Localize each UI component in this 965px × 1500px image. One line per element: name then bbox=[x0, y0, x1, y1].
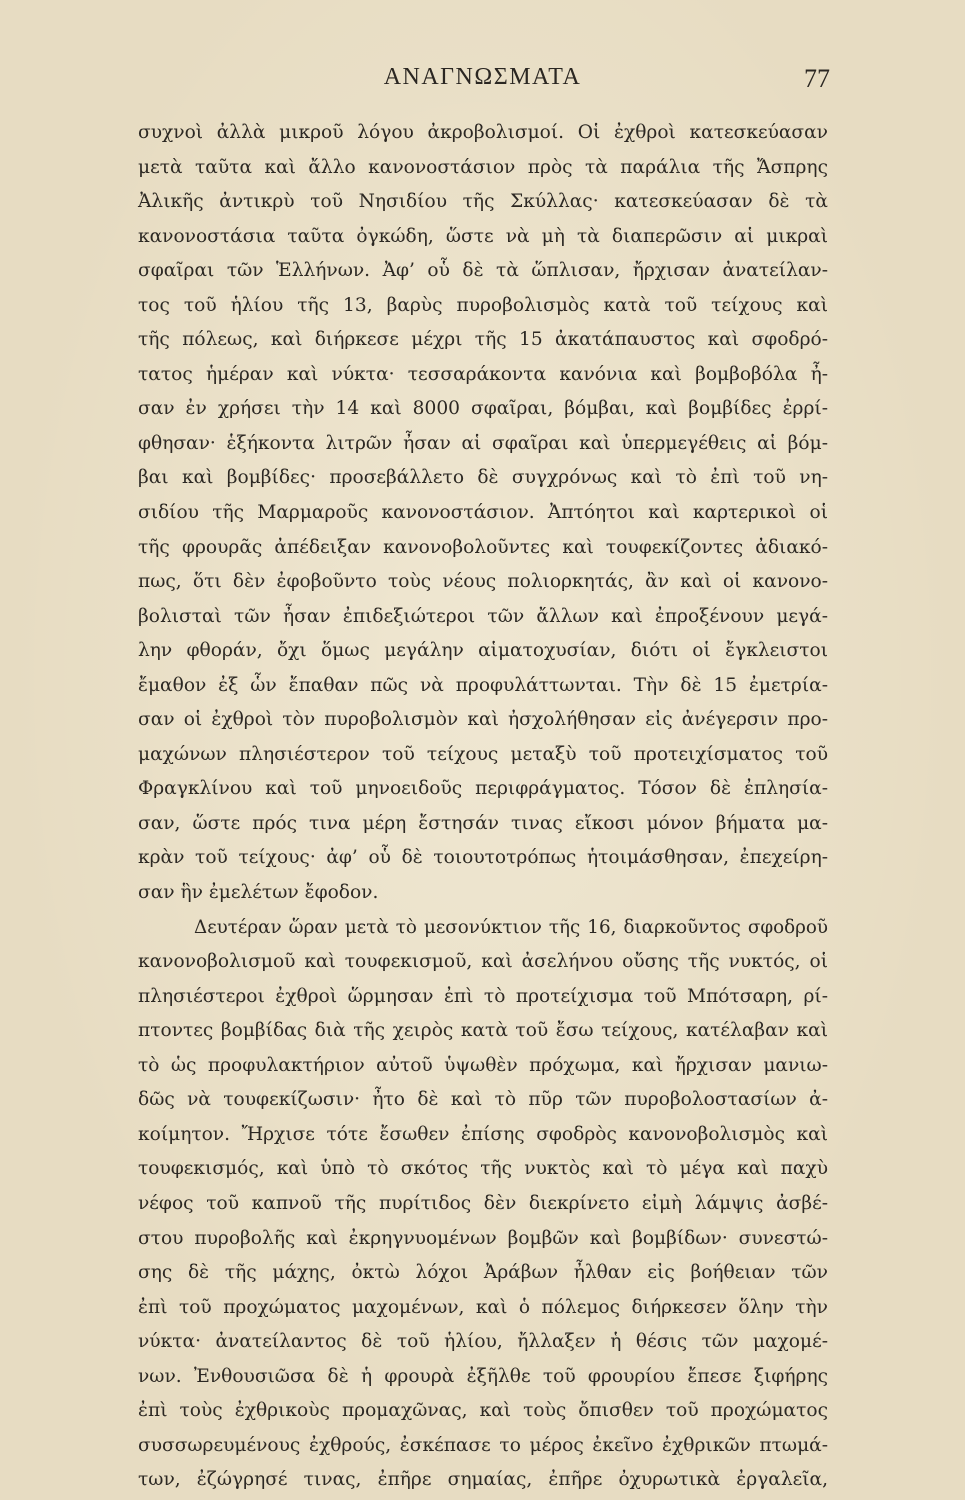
text-line: κανονοβολισμοῦ καὶ τουφεκισμοῦ, καὶ ἀσελήνου οὔσης τῆς νυκτός, οἱ bbox=[138, 951, 828, 973]
text-line: σφαῖραι τῶν Ἑλλήνων. Ἀφ’ οὗ δὲ τὰ ὥπλισαν, ἤρχισαν ἀνατείλαν- bbox=[138, 260, 828, 282]
text-line: πτοντες βομβίδας διὰ τῆς χειρὸς κατὰ τοῦ ἔσω τείχους, κατέλαβαν καὶ bbox=[138, 1020, 828, 1042]
text-line: τῆς φρουρᾶς ἀπέδειξαν κανονοβολοῦντες καὶ τουφεκίζοντες ἀδιακό- bbox=[138, 536, 828, 558]
text-line: τὸ ὡς προφυλακτήριον αὐτοῦ ὑψωθὲν πρόχωμα, καὶ ἤρχισαν μανιω- bbox=[138, 1054, 828, 1076]
text-line: κοίμητον. Ἤρχισε τότε ἔσωθεν ἐπίσης σφοδρὸς κανονοβολισμὸς καὶ bbox=[138, 1123, 828, 1145]
text-line: σης δὲ τῆς μάχης, ὀκτὼ λόχοι Ἀράβων ἦλθαν εἰς βοήθειαν τῶν bbox=[138, 1262, 828, 1284]
text-line: νύκτα· ἀνατείλαντος δὲ τοῦ ἡλίου, ἤλλαξεν ἡ θέσις τῶν μαχομέ- bbox=[138, 1331, 828, 1353]
text-line: Φραγκλίνου καὶ τοῦ μηνοειδοῦς περιφράγματος. Τόσον δὲ ἐπλησία- bbox=[138, 778, 828, 800]
text-line: σαν ἐν χρήσει τὴν 14 καὶ 8000 σφαῖραι, βόμβαι, καὶ βομβίδες ἐρρί- bbox=[138, 398, 828, 420]
text-line: δῶς νὰ τουφεκίζωσιν· ἦτο δὲ καὶ τὸ πῦρ τῶν πυροβολοστασίων ἀ- bbox=[138, 1089, 828, 1111]
text-line: πως, ὅτι δὲν ἐφοβοῦντο τοὺς νέους πολιορκητάς, ἂν καὶ οἱ κανονο- bbox=[138, 571, 828, 593]
page-number: 77 bbox=[804, 64, 830, 93]
text-line: σιδίου τῆς Μαρμαροῦς κανονοστάσιον. Ἀπτόητοι καὶ καρτερικοὶ οἱ bbox=[138, 502, 828, 524]
text-line: βαι καὶ βομβίδες· προσεβάλλετο δὲ συγχρόνως καὶ τὸ ἐπὶ τοῦ νη- bbox=[138, 467, 828, 489]
text-line: κρὰν τοῦ τείχους· ἀφ’ οὗ δὲ τοιουτοτρόπως ἡτοιμάσθησαν, ἐπεχείρη- bbox=[138, 847, 828, 869]
text-line: συχνοὶ ἀλλὰ μικροῦ λόγου ἀκροβολισμοί. Οἱ ἐχθροὶ κατεσκεύασαν bbox=[138, 122, 828, 143]
text-line: τατος ἡμέραν καὶ νύκτα· τεσσαράκοντα κανόνια καὶ βομβοβόλα ἦ- bbox=[138, 363, 828, 385]
text-line: πλησιέστεροι ἐχθροὶ ὥρμησαν ἐπὶ τὸ προτείχισμα τοῦ Μπότσαρη, ρί- bbox=[138, 985, 828, 1007]
body-text bbox=[138, 116, 828, 1498]
text-line: Ἀλικῆς ἀντικρὺ τοῦ Νησιδίου τῆς Σκύλλας· κατεσκεύασαν δὲ τὰ bbox=[138, 191, 828, 213]
text-line: συσσωρευμένους ἐχθρούς, ἐσκέπασε το μέρος ἐκεῖνο ἐχθρικῶν πτωμά- bbox=[138, 1434, 828, 1456]
text-line: Δευτέραν ὥραν μετὰ τὸ μεσονύκτιον τῆς 16, διαρκοῦντος σφοδροῦ bbox=[194, 916, 828, 938]
text-line: ἐπὶ τοὺς ἐχθρικοὺς προμαχῶνας, καὶ τοὺς ὄπισθεν τοῦ προχώματος bbox=[138, 1400, 828, 1422]
page-header bbox=[0, 58, 965, 98]
text-line: νων. Ἐνθουσιῶσα δὲ ἡ φρουρὰ ἐξῆλθε τοῦ φρουρίου ἔπεσε ξιφήρης bbox=[138, 1365, 828, 1387]
text-line: τουφεκισμός, καὶ ὑπὸ τὸ σκότος τῆς νυκτὸς καὶ τὸ μέγα καὶ παχὺ bbox=[138, 1158, 828, 1180]
text-line: λην φθοράν, ὄχι ὅμως μεγάλην αἱματοχυσίαν, διότι οἱ ἔγκλειστοι bbox=[138, 640, 828, 662]
text-line: ἐπὶ τοῦ προχώματος μαχομένων, καὶ ὁ πόλεμος διήρκεσεν ὅλην τὴν bbox=[138, 1296, 828, 1318]
running-title: ΑΝΑΓΝΩΣΜΑΤΑ bbox=[383, 64, 582, 90]
text-line: κανονοστάσια ταῦτα ὀγκώδη, ὥστε νὰ μὴ τὰ διαπερῶσιν αἱ μικραὶ bbox=[138, 225, 828, 247]
text-line: νέφος τοῦ καπνοῦ τῆς πυρίτιδος δὲν διεκρίνετο εἰμὴ λάμψις ἀσβέ- bbox=[138, 1192, 828, 1214]
text-line: ἔμαθον ἐξ ὧν ἔπαθαν πῶς νὰ προφυλάττωνται. Τὴν δὲ 15 ἐμετρία- bbox=[138, 674, 828, 696]
text-line: μαχώνων πλησιέστερον τοῦ τείχους μεταξὺ τοῦ προτειχίσματος τοῦ bbox=[138, 743, 828, 765]
text-line: βολισταὶ τῶν ἦσαν ἐπιδεξιώτεροι τῶν ἄλλων καὶ ἐπροξένουν μεγά- bbox=[138, 605, 828, 627]
text-line: σαν ἣν ἐμελέτων ἔφοδον. bbox=[138, 882, 379, 904]
text-line: σαν, ὥστε πρός τινα μέρη ἔστησάν τινας εἴκοσι μόνον βήματα μα- bbox=[138, 812, 828, 834]
text-line: σαν οἱ ἐχθροὶ τὸν πυροβολισμὸν καὶ ἠσχολήθησαν εἰς ἀνέγερσιν προ- bbox=[138, 709, 828, 731]
text-line: τῆς πόλεως, καὶ διήρκεσε μέχρι τῆς 15 ἀκατάπαυστος καὶ σφοδρό- bbox=[138, 329, 828, 351]
text-line: τος τοῦ ἡλίου τῆς 13, βαρὺς πυροβολισμὸς κατὰ τοῦ τείχους καὶ bbox=[138, 294, 828, 316]
text-line: μετὰ ταῦτα καὶ ἄλλο κανονοστάσιον πρὸς τὰ παράλια τῆς Ἄσπρης bbox=[138, 156, 828, 178]
text-line: στου πυροβολῆς καὶ ἐκρηγνυομένων βομβῶν καὶ βομβίδων· συνεστώ- bbox=[138, 1227, 828, 1249]
text-line: φθησαν· ἑξήκοντα λιτρῶν ἦσαν αἱ σφαῖραι καὶ ὑπερμεγέθεις αἱ βόμ- bbox=[138, 432, 828, 454]
text-line: των, ἐζώγρησέ τινας, ἐπῆρε σημαίας, ἐπῆρε ὀχυρωτικὰ ἐργαλεῖα, bbox=[138, 1469, 828, 1491]
